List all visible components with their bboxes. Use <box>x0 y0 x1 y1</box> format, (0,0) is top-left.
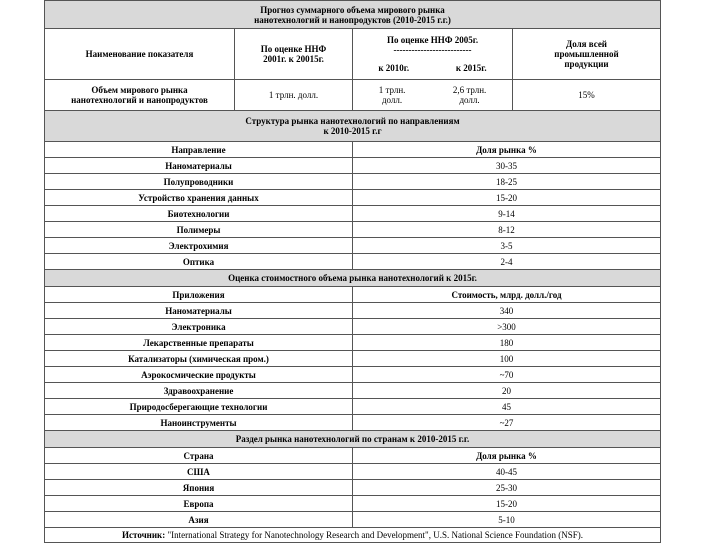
table-row <box>45 206 661 222</box>
table-row <box>45 496 661 512</box>
table-row <box>45 351 661 367</box>
table-row <box>45 399 661 415</box>
row-name: Оптика <box>45 254 353 270</box>
section2-col-application: Приложения <box>45 287 353 303</box>
section1-title-line2: к 2010-2015 г.г <box>323 126 382 136</box>
header-nnf-2001-line1: По оценке ННФ <box>260 44 327 54</box>
header-share-line1: Доля всей <box>566 39 607 49</box>
row-value: 8-12 <box>353 222 661 238</box>
section1-title-line1: Структура рынка нанотехнологий по направлениям <box>245 116 460 126</box>
source-note <box>45 528 661 543</box>
table-title <box>45 1 661 29</box>
row-value: 340 <box>353 303 661 319</box>
section3-col-country: Страна <box>45 448 353 464</box>
title-line-2: нанотехнологий и нанопродуктов (2010-2015 г.г.) <box>254 14 451 25</box>
row-value: 9-14 <box>353 206 661 222</box>
row-value: 15-20 <box>353 496 661 512</box>
row-name: Европа <box>45 496 353 512</box>
section1-col-direction: Направление <box>45 142 353 158</box>
row-value: 5-10 <box>353 512 661 528</box>
table-row <box>45 158 661 174</box>
table-row <box>45 303 661 319</box>
section3-col-share: Доля рынка % <box>353 448 661 464</box>
row-name: Лекарственные препараты <box>45 335 353 351</box>
row-value: 100 <box>353 351 661 367</box>
table-row <box>45 383 661 399</box>
row-name: Наноинструменты <box>45 415 353 431</box>
title-line-1: Прогноз суммарного объема мирового рынка <box>260 4 445 15</box>
row-name: США <box>45 464 353 480</box>
row-value: 3-5 <box>353 238 661 254</box>
section2-header-row <box>45 287 661 303</box>
header-indicator-name: Наименование показателя <box>45 29 235 80</box>
volume-2015-line2: долл. <box>459 95 480 105</box>
volume-nnf-2005 <box>353 80 513 111</box>
table-row <box>45 512 661 528</box>
header-row <box>45 29 661 80</box>
forecast-table <box>44 0 661 543</box>
row-name: Природосберегающие технологии <box>45 399 353 415</box>
table-row <box>45 415 661 431</box>
header-share-line2: промышленной <box>554 49 619 59</box>
row-value: 30-35 <box>353 158 661 174</box>
table-row <box>45 367 661 383</box>
volume-2015 <box>453 85 486 105</box>
table-title-row <box>45 1 661 29</box>
table-row <box>45 238 661 254</box>
row-value: 180 <box>353 335 661 351</box>
source-text: "International Strategy for Nanotechnology Research and Development", U.S. National Science Foundation (NSF). <box>167 530 583 540</box>
header-to-2010: к 2010г. <box>378 63 410 73</box>
row-name: Наноматериалы <box>45 303 353 319</box>
source-label: Источник: <box>122 530 166 540</box>
row-name: Здравоохранение <box>45 383 353 399</box>
volume-2015-line1: 2,6 трлн. <box>452 85 487 95</box>
row-value: 18-25 <box>353 174 661 190</box>
header-to-2015: к 2015г. <box>455 63 487 73</box>
row-value: 45 <box>353 399 661 415</box>
row-value: ~27 <box>353 415 661 431</box>
row-value: ~70 <box>353 367 661 383</box>
row-name: Устройство хранения данных <box>45 190 353 206</box>
row-name: Полупроводники <box>45 174 353 190</box>
table-row <box>45 464 661 480</box>
row-value: 2-4 <box>353 254 661 270</box>
table-row <box>45 190 661 206</box>
table-row <box>45 335 661 351</box>
header-share-line3: продукции <box>564 59 609 69</box>
table-row <box>45 319 661 335</box>
volume-2010 <box>379 85 406 105</box>
row-value: 15-20 <box>353 190 661 206</box>
row-value: 25-30 <box>353 480 661 496</box>
table-row <box>45 254 661 270</box>
row-name: Катализаторы (химическая пром.) <box>45 351 353 367</box>
volume-label-line2: нанотехнологий и нанопродуктов <box>71 95 208 105</box>
row-name: Аэрокосмические продукты <box>45 367 353 383</box>
header-nnf-2005 <box>353 29 513 80</box>
volume-label-line1: Объем мирового рынка <box>91 85 188 95</box>
row-name: Электроника <box>45 319 353 335</box>
header-nnf-2001 <box>235 29 353 80</box>
section2-title-row <box>45 270 661 287</box>
section2-col-cost: Стоимость, млрд. долл./год <box>353 287 661 303</box>
section2-title: Оценка стоимостного объема рынка нанотехнологий к 2015г. <box>45 270 661 287</box>
row-name: Биотехнологии <box>45 206 353 222</box>
volume-nnf-2001: 1 трлн. долл. <box>235 80 353 111</box>
section1-title <box>45 111 661 142</box>
row-name: Наноматериалы <box>45 158 353 174</box>
row-value: 20 <box>353 383 661 399</box>
header-industry-share <box>513 29 661 80</box>
section1-title-row <box>45 111 661 142</box>
section1-col-share: Доля рынка % <box>353 142 661 158</box>
row-value: 40-45 <box>353 464 661 480</box>
row-name: Электрохимия <box>45 238 353 254</box>
table-row <box>45 222 661 238</box>
table-row <box>45 480 661 496</box>
volume-label <box>45 80 235 111</box>
volume-share: 15% <box>513 80 661 111</box>
section3-title-row <box>45 431 661 448</box>
row-value: >300 <box>353 319 661 335</box>
source-row <box>45 528 661 543</box>
header-nnf-2001-line2: 2001г. к 20015г. <box>263 54 324 64</box>
header-dashes: -------------------------- <box>393 45 472 55</box>
volume-row <box>45 80 661 111</box>
header-nnf-2005-line1: По оценке ННФ 2005г. <box>386 35 479 45</box>
row-name: Полимеры <box>45 222 353 238</box>
section3-header-row <box>45 448 661 464</box>
volume-2010-line2: долл. <box>381 95 403 105</box>
volume-2010-line1: 1 трлн. <box>378 85 406 95</box>
table-row <box>45 174 661 190</box>
section1-header-row <box>45 142 661 158</box>
section3-title: Раздел рынка нанотехнологий по странам к 2010-2015 г.г. <box>45 431 661 448</box>
row-name: Азия <box>45 512 353 528</box>
row-name: Япония <box>45 480 353 496</box>
